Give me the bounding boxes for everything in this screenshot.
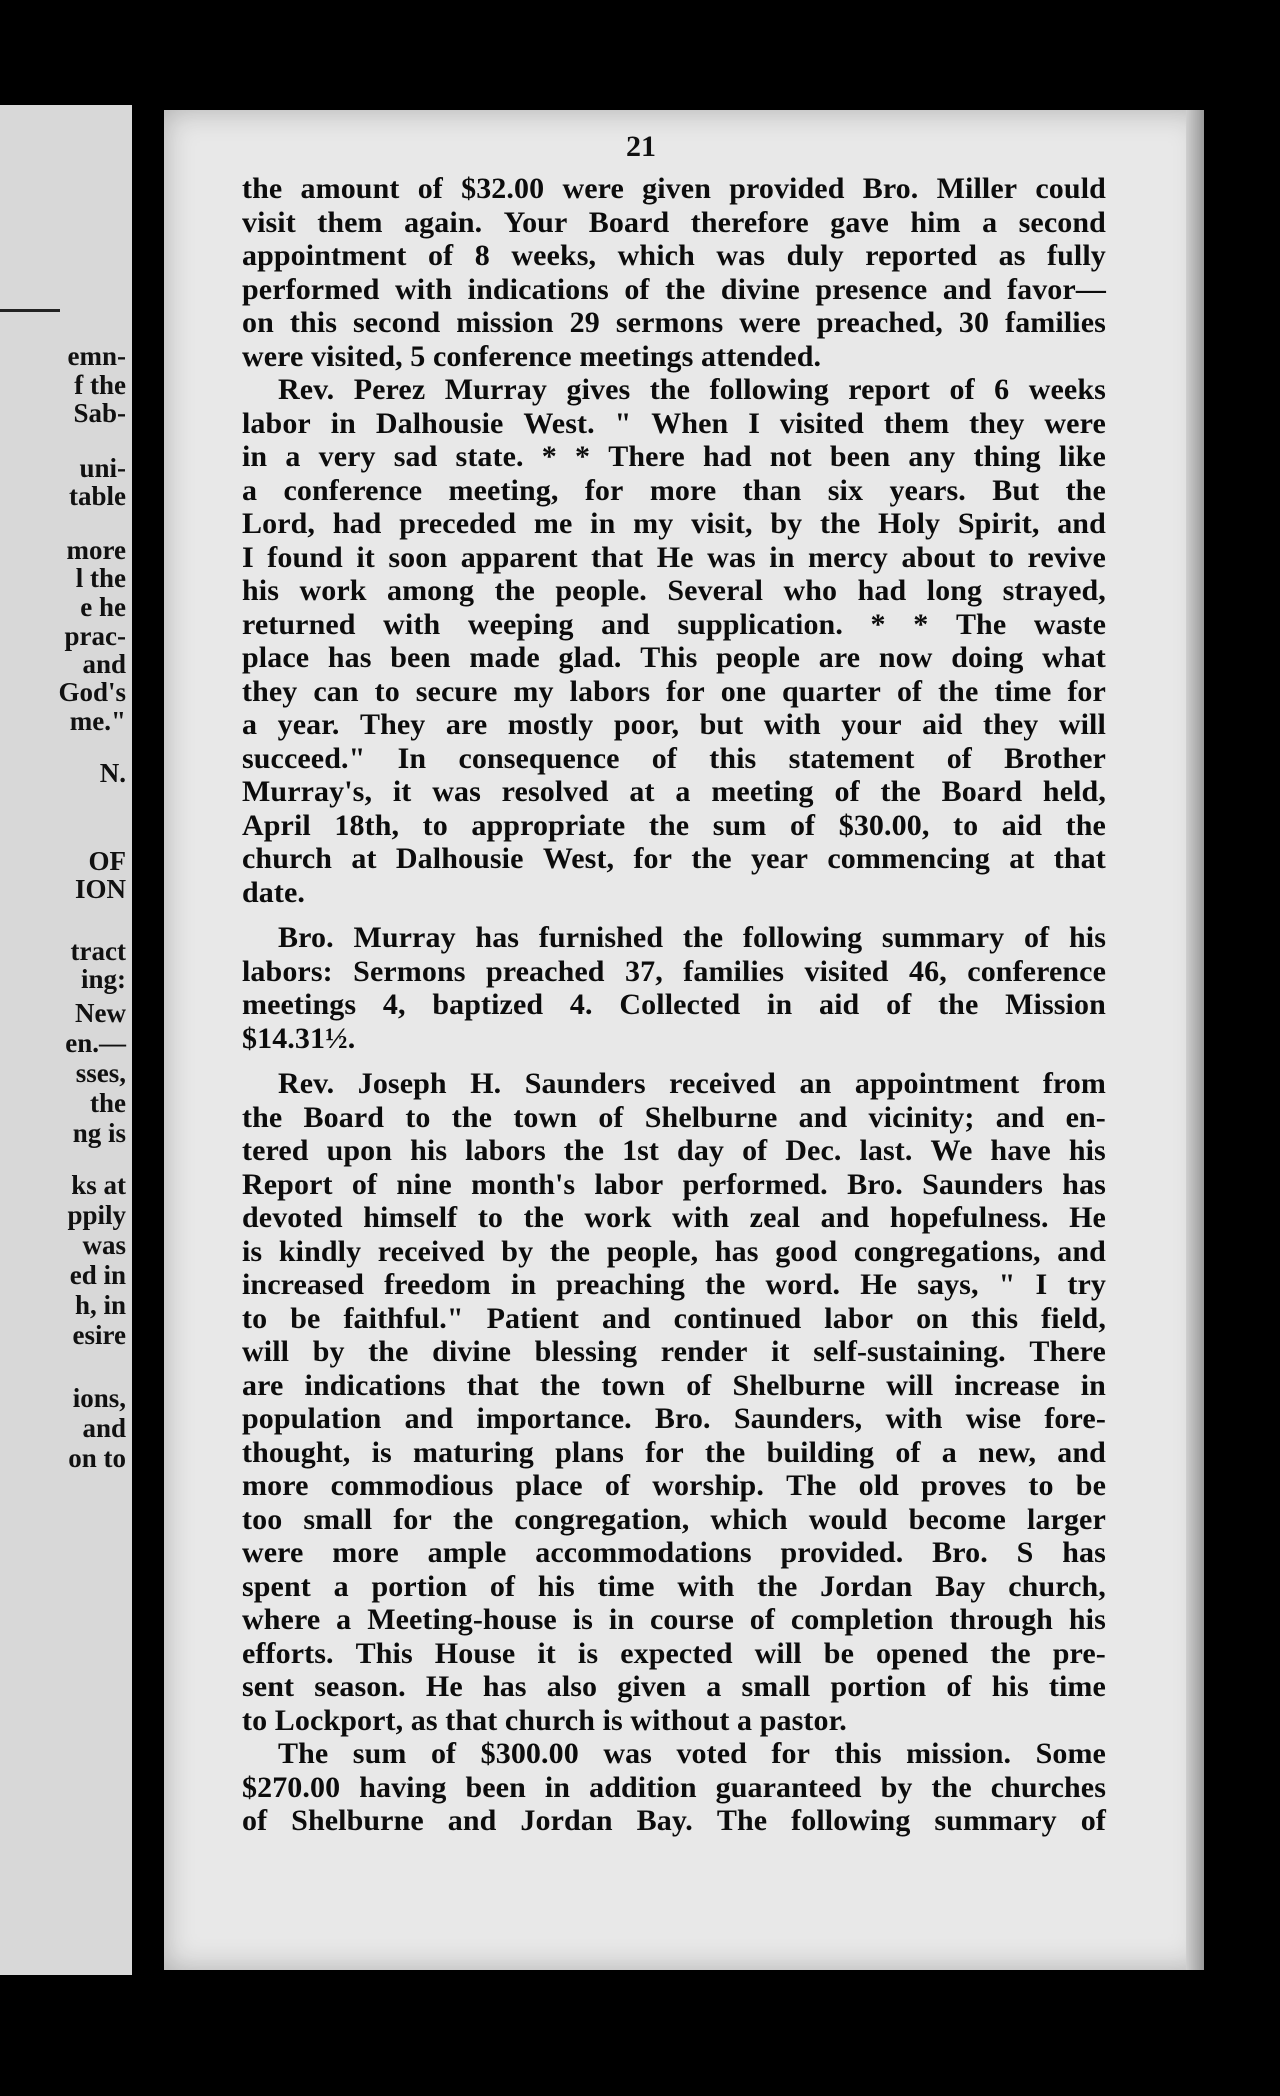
text-line: sent season. He has also given a small portion of his time	[242, 1670, 1106, 1703]
text-line: I found it soon apparent that He was in mercy about to revive	[242, 540, 1106, 574]
text-line: the Board to the town of Shelburne and vicinity; and en-	[242, 1100, 1106, 1134]
text-line: church at Dalhousie West, for the year commencing at that	[242, 842, 1106, 875]
text-line: $14.31½.	[242, 1021, 356, 1055]
text-line: increased freedom in preaching the word. He says, " I try	[242, 1268, 1106, 1301]
book-page	[164, 110, 1204, 1970]
text-line: is kindly received by the people, has good congregations, and	[242, 1234, 1106, 1268]
facing-page-fragment: en.—	[65, 1028, 126, 1058]
text-line: are indications that the town of Shelburne will increase in	[242, 1368, 1106, 1402]
facing-page-fragment: Sab-	[73, 398, 126, 428]
text-line: appointment of 8 weeks, which was duly reported as fully	[242, 239, 1106, 272]
text-line: on this second mission 29 sermons were preached, 30 families	[242, 306, 1106, 339]
text-line: too small for the congregation, which would become larger	[242, 1502, 1106, 1536]
facing-page-fragment: N.	[99, 758, 126, 788]
facing-page-fragment: h, in	[74, 1290, 126, 1320]
facing-page-fragment: ION	[74, 874, 126, 904]
text-line: his work among the people. Several who had long strayed,	[242, 574, 1106, 607]
text-line: will by the divine blessing render it self-sustaining. There	[242, 1335, 1106, 1368]
facing-page-fragment: me."	[69, 706, 126, 736]
text-line: returned with weeping and supplication. * * The waste	[242, 607, 1106, 641]
facing-page-fragment: prac-	[64, 621, 126, 651]
text-line: more commodious place of worship. The old proves to be	[242, 1469, 1106, 1502]
text-line: thought, is maturing plans for the building of a new, and	[242, 1435, 1106, 1469]
text-line: succeed." In consequence of this statement of Brother	[242, 741, 1106, 775]
text-line: Lord, had preceded me in my visit, by the Holy Spirit, and	[242, 507, 1106, 540]
facing-page-fragment: esire	[72, 1320, 126, 1350]
text-line: tered upon his labors the 1st day of Dec. last. We have his	[242, 1134, 1106, 1167]
facing-page-fragment: f the	[74, 370, 126, 400]
text-line: spent a portion of his time with the Jordan Bay church,	[242, 1569, 1106, 1603]
text-line: of Shelburne and Jordan Bay. The following summary of	[242, 1804, 1106, 1837]
facing-page-fragment: l the	[75, 563, 126, 593]
text-line: Rev. Perez Murray gives the following report of 6 weeks	[278, 373, 1106, 406]
text-line: to be faithful." Patient and continued labor on this field,	[242, 1301, 1106, 1335]
page-number: 21	[626, 130, 656, 163]
facing-page-fragment: was	[82, 1230, 126, 1260]
facing-page-fragment: sses,	[75, 1058, 126, 1088]
facing-page-fragment: ing:	[80, 964, 126, 994]
facing-page-fragment: more	[66, 535, 126, 565]
facing-page-fragment: the	[90, 1088, 126, 1118]
facing-page-fragment: God's	[58, 677, 126, 707]
facing-page-fragment: and	[82, 649, 126, 679]
text-line: Rev. Joseph H. Saunders received an appointment from	[278, 1067, 1106, 1100]
text-line: date.	[242, 875, 305, 909]
text-line: a conference meeting, for more than six years. But the	[242, 473, 1106, 507]
text-line: they can to secure my labors for one quarter of the time for	[242, 674, 1106, 708]
paragraph	[242, 1067, 1106, 1737]
text-line: Murray's, it was resolved at a meeting of the Board held,	[242, 775, 1106, 808]
facing-page-fragment: emn-	[67, 341, 126, 371]
text-line: were more ample accommodations provided. Bro. S has	[242, 1536, 1106, 1569]
facing-page-fragment: New	[75, 998, 126, 1028]
text-line: Report of nine month's labor performed. Bro. Saunders has	[242, 1167, 1106, 1201]
text-line: visit them again. Your Board therefore gave him a second	[242, 205, 1106, 239]
text-line: place has been made glad. This people are now doing what	[242, 641, 1106, 674]
facing-page-fragment: on to	[68, 1443, 126, 1473]
text-line: devoted himself to the work with zeal and hopefulness. He	[242, 1201, 1106, 1234]
facing-page-fragment: ng is	[72, 1118, 126, 1148]
text-line: were visited, 5 conference meetings attended.	[242, 339, 822, 373]
text-line: population and importance. Bro. Saunders, with wise fore-	[242, 1402, 1106, 1435]
text-line: $270.00 having been in addition guaranteed by the churches	[242, 1770, 1106, 1804]
text-line: labors: Sermons preached 37, families visited 46, conference	[242, 954, 1106, 988]
text-line: meetings 4, baptized 4. Collected in aid of the Mission	[242, 988, 1106, 1021]
text-line: April 18th, to appropriate the sum of $30.00, to aid the	[242, 808, 1106, 842]
facing-page-edge	[0, 105, 132, 1975]
text-line: Bro. Murray has furnished the following summary of his	[278, 921, 1106, 954]
text-line: The sum of $300.00 was voted for this mission. Some	[278, 1737, 1106, 1770]
text-line: a year. They are mostly poor, but with your aid they will	[242, 708, 1106, 741]
text-line: the amount of $32.00 were given provided Bro. Miller could	[242, 172, 1106, 205]
page-edge-shadow	[1186, 110, 1204, 1970]
text-line: to Lockport, as that church is without a pastor.	[242, 1703, 847, 1737]
paragraph	[242, 172, 1106, 373]
paragraph	[242, 921, 1106, 1055]
facing-page-fragment: OF	[88, 846, 126, 876]
text-line: performed with indications of the divine presence and favor—	[242, 272, 1106, 306]
facing-page-fragment: ed in	[69, 1260, 126, 1290]
facing-page-fragment: table	[69, 481, 126, 511]
text-line: where a Meeting-house is in course of completion through his	[242, 1603, 1106, 1636]
divider-rule	[0, 309, 60, 312]
facing-page-fragment: tract	[70, 936, 126, 966]
paragraph	[242, 1737, 1106, 1838]
paragraph	[242, 373, 1106, 909]
page-body-text	[242, 172, 1106, 1838]
facing-page-fragment: ks at	[71, 1170, 126, 1200]
text-line: efforts. This House it is expected will be opened the pre-	[242, 1636, 1106, 1670]
facing-page-fragment: and	[82, 1413, 126, 1443]
facing-page-fragment: ppily	[67, 1200, 126, 1230]
text-line: in a very sad state. * * There had not been any thing like	[242, 440, 1106, 473]
facing-page-fragment: ions,	[72, 1383, 126, 1413]
text-line: labor in Dalhousie West. " When I visited them they were	[242, 406, 1106, 440]
facing-page-fragment: e he	[80, 592, 126, 622]
facing-page-fragment: uni-	[79, 453, 126, 483]
